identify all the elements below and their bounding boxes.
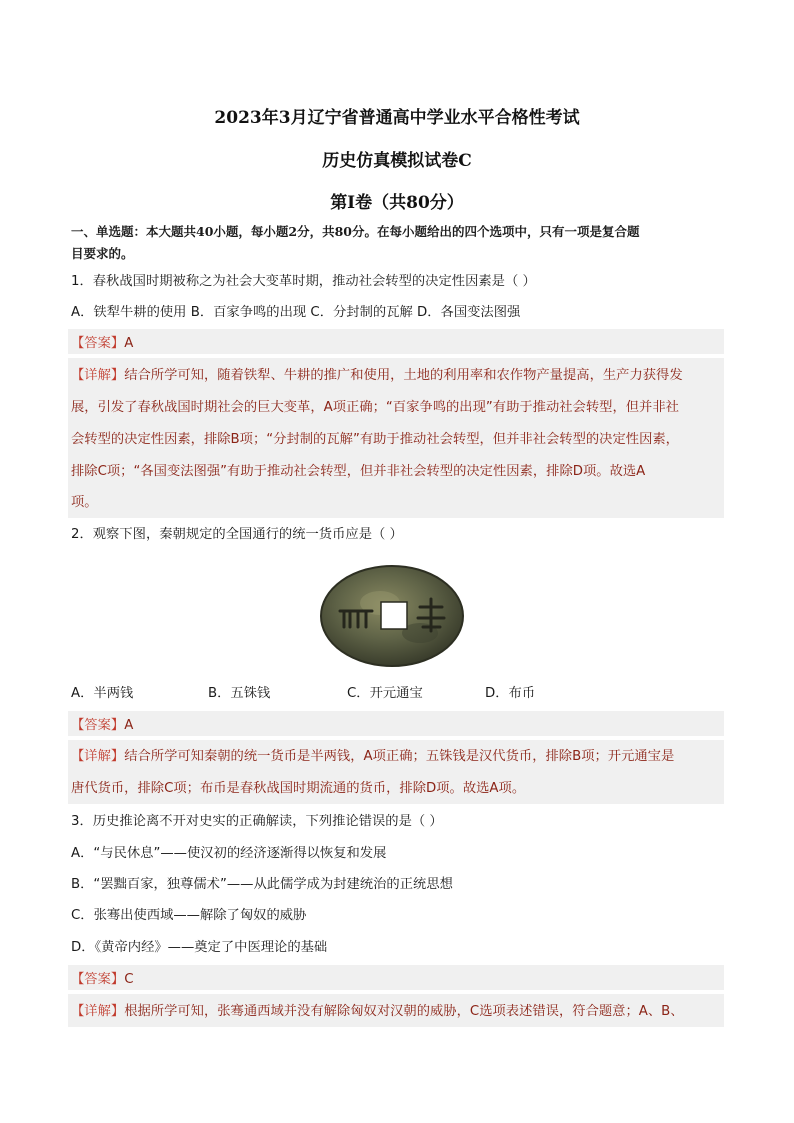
exam-subtitle: 历史仿真模拟试卷C	[322, 151, 472, 171]
q3-stem: 3．历史推论离不开对史实的正确解读，下列推论错误的是（ ）	[71, 814, 443, 829]
q1-answer	[71, 336, 725, 352]
q2-option-b: B．五铢钱	[208, 686, 271, 701]
q3-detail-line: 【详解】根据所学可知，张骞通西域并没有解除匈奴对汉朝的威胁，C选项表述错误，符合题意；A、B、	[71, 1004, 684, 1019]
detail-tag: 【详解】	[71, 1004, 125, 1019]
exam-title: 2023年3月辽宁省普通高中学业水平合格性考试	[214, 108, 580, 128]
banliang-coin-image	[320, 565, 465, 667]
q2-answer	[71, 718, 725, 734]
q3-option-d: D．《黄帝内经》——奠定了中医理论的基础	[71, 940, 328, 955]
q1-detail-line: 展，引发了春秋战国时期社会的巨大变革，A项正确；“百家争鸣的出现”有助于推动社会转型，但并非社	[71, 400, 679, 415]
answer-tag: 【答案】	[71, 336, 125, 351]
q1-stem: 1．春秋战国时期被称之为社会大变革时期，推动社会转型的决定性因素是（ ）	[71, 274, 536, 289]
answer-tag: 【答案】	[71, 718, 125, 733]
q1-detail-line: 【详解】结合所学可知，随着铁犁、牛耕的推广和使用，土地的利用率和农作物产量提高，生产力获得发	[71, 368, 683, 383]
q2-answer-value: A	[124, 718, 134, 733]
detail-tag: 【详解】	[71, 749, 125, 764]
q3-option-b: B．“罢黜百家，独尊儒术”——从此儒学成为封建统治的正统思想	[71, 877, 453, 892]
q2-detail-line: 【详解】结合所学可知秦朝的统一货币是半两钱，A项正确；五铢钱是汉代货币，排除B项；开元通宝是	[71, 749, 675, 764]
q1-detail-line: 项。	[71, 495, 98, 510]
volume-heading: 第I卷（共80分）	[330, 193, 464, 213]
q3-answer-value: C	[124, 972, 134, 987]
section-instructions-line1: 一、单选题：本大题共40小题，每小题2分，共80分。在每小题给出的四个选项中，只有一项是复合题	[71, 224, 640, 239]
q3-answer	[71, 972, 725, 988]
q2-option-c: C．开元通宝	[347, 686, 423, 701]
answer-tag: 【答案】	[71, 972, 125, 987]
q2-option-d: D．布币	[485, 686, 536, 701]
detail-tag: 【详解】	[71, 368, 125, 383]
section-instructions-line2: 目要求的。	[71, 246, 134, 261]
q2-stem: 2．观察下图，秦朝规定的全国通行的统一货币应是（ ）	[71, 527, 403, 542]
q1-answer-value: A	[124, 336, 134, 351]
q1-options: A．铁犁牛耕的使用 B．百家争鸣的出现 C．分封制的瓦解 D．各国变法图强	[71, 305, 521, 320]
q2-option-a: A．半两钱	[71, 686, 134, 701]
q1-detail-line: 排除C项；“各国变法图强”有助于推动社会转型，但并非社会转型的决定性因素，排除D项。故选A	[71, 464, 646, 479]
q3-option-a: A．“与民休息”——使汉初的经济逐渐得以恢复和发展	[71, 846, 387, 861]
q3-option-c: C．张骞出使西域——解除了匈奴的威胁	[71, 908, 307, 923]
q1-detail-line: 会转型的决定性因素，排除B项；“分封制的瓦解”有助于推动社会转型，但并非社会转型的决定性因素，	[71, 432, 679, 447]
q2-detail-line: 唐代货币，排除C项；布币是春秋战国时期流通的货币，排除D项。故选A项。	[71, 781, 526, 796]
